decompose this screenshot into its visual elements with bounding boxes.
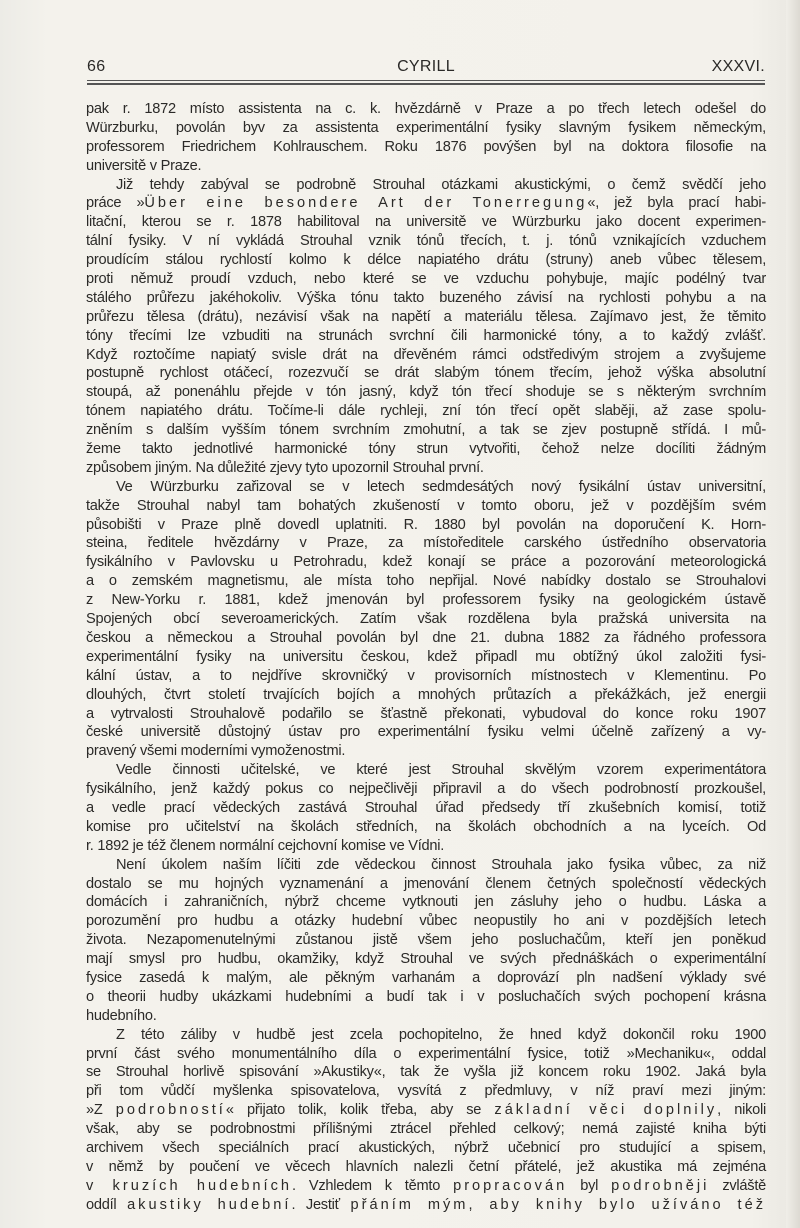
text-run: české universitě důstojný ústav pro experimentální fysiku velmi účelně zařízený a vy- — [86, 724, 766, 741]
text-run: průřezu tělesa (drátu), nezávisí však na napětí a materiálu tělesa. Zajímavo jest, že těmito — [86, 308, 766, 325]
text-run: a vedle prací vědeckých zastává Strouhal úřad předsedy tří zkušebních komisí, totiž — [86, 799, 766, 816]
text-line — [86, 799, 766, 818]
text-run: Vedle činnosti učitelské, ve které jest Strouhal skvělým vzorem experimentátora — [116, 762, 766, 779]
text-line — [86, 875, 766, 894]
text-line — [86, 534, 766, 553]
text-run: první část svého monumentálního díla o experimentální fysice, totiž »Mechaniku«, oddal — [86, 1045, 766, 1062]
text-line — [86, 270, 766, 289]
paragraph — [86, 761, 766, 855]
text-run: stálého průřezu jakéhokoliv. Výška tónu takto buzeného závisí na rychlosti pohybu a na — [86, 289, 766, 306]
text-line — [86, 346, 766, 365]
spaced-emphasis: propracován — [453, 1177, 568, 1194]
text-run: domácích i zahraničních, nýbrž chceme vytknouti jen zásluhy jeho o hudbu. Láska a — [86, 894, 766, 911]
text-run: komise pro učitelství na školách středních, na školách obchodních a na lyceích. Od — [86, 818, 766, 835]
text-line — [86, 440, 766, 459]
text-line — [86, 931, 766, 950]
text-line — [86, 1196, 766, 1215]
text-run: . Vzhledem k těmto — [292, 1177, 454, 1194]
text-line — [86, 723, 766, 742]
text-run: a o zemském magnetismu, ale místa toho nepřijal. Nové nabídky dostalo se Strouhalovi — [86, 573, 766, 590]
text-line — [86, 232, 766, 251]
paragraph — [86, 478, 766, 761]
text-line — [86, 705, 766, 724]
text-run: dostalo se mu hojných vyznamenání a jmenování členem četných společností vědeckých — [86, 875, 766, 892]
text-line — [86, 969, 766, 988]
text-run: způsobem jiným. Na důležité zjevy tyto upozornil Strouhal první. — [86, 459, 484, 476]
text-line — [86, 1007, 766, 1026]
text-run: . Jestiť — [291, 1196, 351, 1213]
text-run: pravený všemi moderními vymoženostmi. — [86, 743, 346, 760]
spaced-emphasis: podrobněji — [611, 1177, 710, 1194]
text-line — [86, 572, 766, 591]
text-run: práce » — [86, 195, 145, 212]
text-line — [86, 421, 766, 440]
volume-number: XXXVI. — [711, 58, 765, 75]
text-line — [86, 818, 766, 837]
text-run: dlouhých, čtvrt století trvajících bojích a mnohých průtazích a překážkách, jež energii — [86, 686, 766, 703]
text-run: « přijato tolik, kolik třeba, aby se — [225, 1102, 495, 1119]
paragraph — [86, 1026, 766, 1215]
text-line — [86, 1026, 766, 1045]
text-run: oddíl — [86, 1196, 128, 1213]
text-line — [86, 1120, 766, 1139]
spaced-emphasis: akustiky hudební — [127, 1196, 292, 1213]
text-run: experimentální fysiky na universitu českou, kdež připadl mu obtížný úkol založiti fysi- — [86, 648, 766, 665]
text-line — [86, 289, 766, 308]
spaced-emphasis: základní věci doplnily — [494, 1102, 718, 1119]
text-run: proudícím stálou rychlostí kolmo k délce napiatého drátu (struny) aneb vůbec tělesem, — [86, 252, 766, 269]
page-edge-shadow — [786, 0, 800, 1228]
text-run: v němž by poučení ve věcech hlavních nalezli četní přátelé, jež akustika má zejména — [86, 1158, 766, 1175]
text-line — [86, 742, 766, 761]
text-line — [86, 1177, 766, 1196]
text-line — [86, 1101, 766, 1120]
text-line — [86, 100, 766, 119]
text-run: litační, kterou se r. 1878 habilitoval na universitě ve Würzburku jako docent experimen- — [86, 214, 766, 231]
text-run: působišti v Praze plně dovedl uplatniti. R. 1880 byl povolán na doporučení K. Horn- — [86, 516, 766, 533]
text-run: Ve Würzburku zařizoval se v letech sedmdesátých nový fysikální ústav universitní, — [116, 478, 766, 495]
text-line — [86, 780, 766, 799]
text-line — [86, 213, 766, 232]
header-rule-top — [87, 80, 765, 81]
text-line — [86, 364, 766, 383]
body-text — [86, 100, 766, 1215]
text-run: tónem napiatého drátu. Točíme-li dále rychleji, zní tón třecí opět slaběji, až zase spolu- — [86, 403, 766, 420]
running-header — [87, 58, 765, 78]
text-line — [86, 837, 766, 856]
header-rule-bottom — [87, 83, 765, 85]
text-run: při tom vůdčí myšlenka spisovatelova, vysvítá z předmluvy, v níž praví mezi jiným: — [86, 1083, 766, 1100]
text-line — [86, 176, 766, 195]
text-run: však, aby se podrobnostmi přílišnými ztrácel přehled celkový; nemá zajisté kniha býti — [86, 1121, 766, 1138]
text-line — [86, 119, 766, 138]
text-run: mají smysl pro hudbu, okamžiky, když Strouhal ve svých přednáškách o experimentální — [86, 951, 766, 968]
text-run: tální fysiky. V ní vykládá Strouhal vznik tónů třecích, t. j. tónů vznikajících vzduchem — [86, 233, 766, 250]
text-line — [86, 629, 766, 648]
text-run: «, jež byla prací habi- — [587, 195, 766, 212]
text-line — [86, 1063, 766, 1082]
text-run: archivem všech speciálních prací akustických, nýbrž učebnicí pro studující a spisem, — [86, 1139, 766, 1156]
text-line — [86, 610, 766, 629]
spaced-emphasis: Über eine besondere Art der Tonerregung — [144, 195, 588, 212]
text-line — [86, 1045, 766, 1064]
text-run: postupně rychlost otáčecí, rozezvučí se drát slabým tónem třecím, jehož výška absolutní — [86, 365, 766, 382]
text-run: stoupá, až ponenáhlu přejde v tón jasný, když tón třecí shoduje se s některým svrchním — [86, 384, 766, 401]
text-run: Spojených obcí severoamerických. Zatím však rozdělena byla pražská universita na — [86, 611, 766, 628]
text-run: Würzburku, povolán byv za assistenta experimentální fysiky slavným fysikem německým, — [86, 119, 766, 136]
page-number: 66 — [87, 58, 106, 75]
text-run: zvláště — [709, 1177, 767, 1194]
text-line — [86, 950, 766, 969]
text-line — [86, 553, 766, 572]
text-line — [86, 893, 766, 912]
paragraph — [86, 856, 766, 1026]
text-run: fysikálního, jenž každý pokus co nejpečlivěji připravil a do všech podrobností prozkoušel, — [86, 781, 766, 798]
text-line — [86, 308, 766, 327]
paragraph — [86, 176, 766, 478]
spaced-emphasis: v kruzích hudebních — [86, 1177, 293, 1194]
text-run: porozumění pro hudbu a otázky hudební vůbec neopustily ho ani v pozdějších letech — [86, 913, 766, 930]
text-run: o theorii hudby ukázkami hudebními a budí tak i v posluchačích svých pochopení krásna — [86, 988, 766, 1005]
header-title: CYRILL — [397, 58, 455, 75]
text-line — [86, 648, 766, 667]
text-line — [86, 327, 766, 346]
paragraph — [86, 100, 766, 176]
text-run: professorem Friedrichem Kohlrauschem. Roku 1876 povýšen byl na doktora filosofie na — [86, 138, 766, 155]
text-run: se Strouhal horlivě spisování »Akustiky«, tak že vyšla již koncem roku 1902. Jaká byla — [86, 1064, 766, 1081]
text-line — [86, 856, 766, 875]
text-run: steina, ředitele hvězdárny v Praze, za místoředitele carského ústředního observatoria — [86, 535, 766, 552]
text-run: fysikálního v Pavlovsku u Petrohradu, kdež konají se práce a pozorování meteorologická — [86, 554, 766, 571]
text-run: proti němuž proudí vzduch, nebo které se ve vzduchu pohybuje, majíc podélný tvar — [86, 271, 766, 288]
text-line — [86, 383, 766, 402]
text-line — [86, 138, 766, 157]
text-line — [86, 1158, 766, 1177]
text-line — [86, 1139, 766, 1158]
text-run: fysice zasedá k malým, ale pěkným varhanám a doprovází pln nadšení výklady své — [86, 969, 766, 986]
text-run: hudebního. — [86, 1007, 157, 1024]
text-line — [86, 988, 766, 1007]
text-run: Když roztočíme napiatý svisle drát na dřevěném rámci odstředivým strojem a zvyšujeme — [86, 346, 766, 363]
text-line — [86, 686, 766, 705]
text-run: tóny třecími lze vzbuditi na strunách svrchní čili harmonické tóny, a to každý zvlášť. — [86, 327, 766, 344]
text-run: Z této záliby v hudbě jest zcela pochopitelno, že hned když dokončil roku 1900 — [116, 1026, 766, 1043]
text-run: žeme takto jednotlivé harmonické tóny strun vytvořiti, čehož nelze docíliti žádným — [86, 441, 766, 458]
text-run: »Z — [86, 1102, 116, 1119]
text-line — [86, 402, 766, 421]
text-line — [86, 516, 766, 535]
text-line — [86, 497, 766, 516]
text-run: Již tehdy zabýval se podrobně Strouhal otázkami akustickými, o čemž svědčí jeho — [116, 176, 766, 193]
text-run: universitě v Praze. — [86, 157, 202, 174]
text-run: , nikoli — [717, 1102, 766, 1119]
text-run: takže Strouhal nabyl tam bohatých zkušeností v tomto oboru, jež v pozdějším svém — [86, 497, 766, 514]
text-run: byl — [567, 1177, 612, 1194]
text-run: a vytrvalosti Strouhalově podařilo se šťastně překonati, vybudoval do konce roku 1907 — [86, 705, 766, 722]
text-line — [86, 157, 766, 176]
text-run: r. 1892 je též členem normální cejchovní komise ve Vídni. — [86, 837, 445, 854]
text-run: Není úkolem naším líčiti zde vědeckou činnost Strouhala jako fysika vůbec, za niž — [116, 856, 766, 873]
text-line — [86, 251, 766, 270]
text-run: kální ústav, a to nejdříve skrovničký v provisorních místnostech v Klementinu. Po — [86, 667, 766, 684]
text-line — [86, 459, 766, 478]
text-line — [86, 667, 766, 686]
text-line — [86, 912, 766, 931]
text-run: z New-Yorku r. 1881, kdež jmenován byl professorem fysiky na geologickém ústavě — [86, 592, 766, 609]
spaced-emphasis: přáním mým, aby knihy bylo užíváno též — [350, 1196, 766, 1213]
text-run: zněním s dalším vyšším tónem svrchním zmohutní, a tak se zjev postupně střídá. I mů- — [86, 422, 766, 439]
text-line — [86, 194, 766, 213]
text-line — [86, 1082, 766, 1101]
text-run: pak r. 1872 místo assistenta na c. k. hvězdárně v Praze a po třech letech odešel do — [86, 101, 766, 117]
text-line — [86, 591, 766, 610]
text-line — [86, 478, 766, 497]
text-run: života. Nezapomenutelnými zůstanou jistě všem jeho posluchačům, kteří jen poněkud — [86, 932, 766, 949]
spaced-emphasis: podrobností — [115, 1102, 226, 1119]
text-line — [86, 761, 766, 780]
text-run: českou a německou a Strouhal povolán byl dne 21. dubna 1882 za řádného professora — [86, 629, 766, 646]
